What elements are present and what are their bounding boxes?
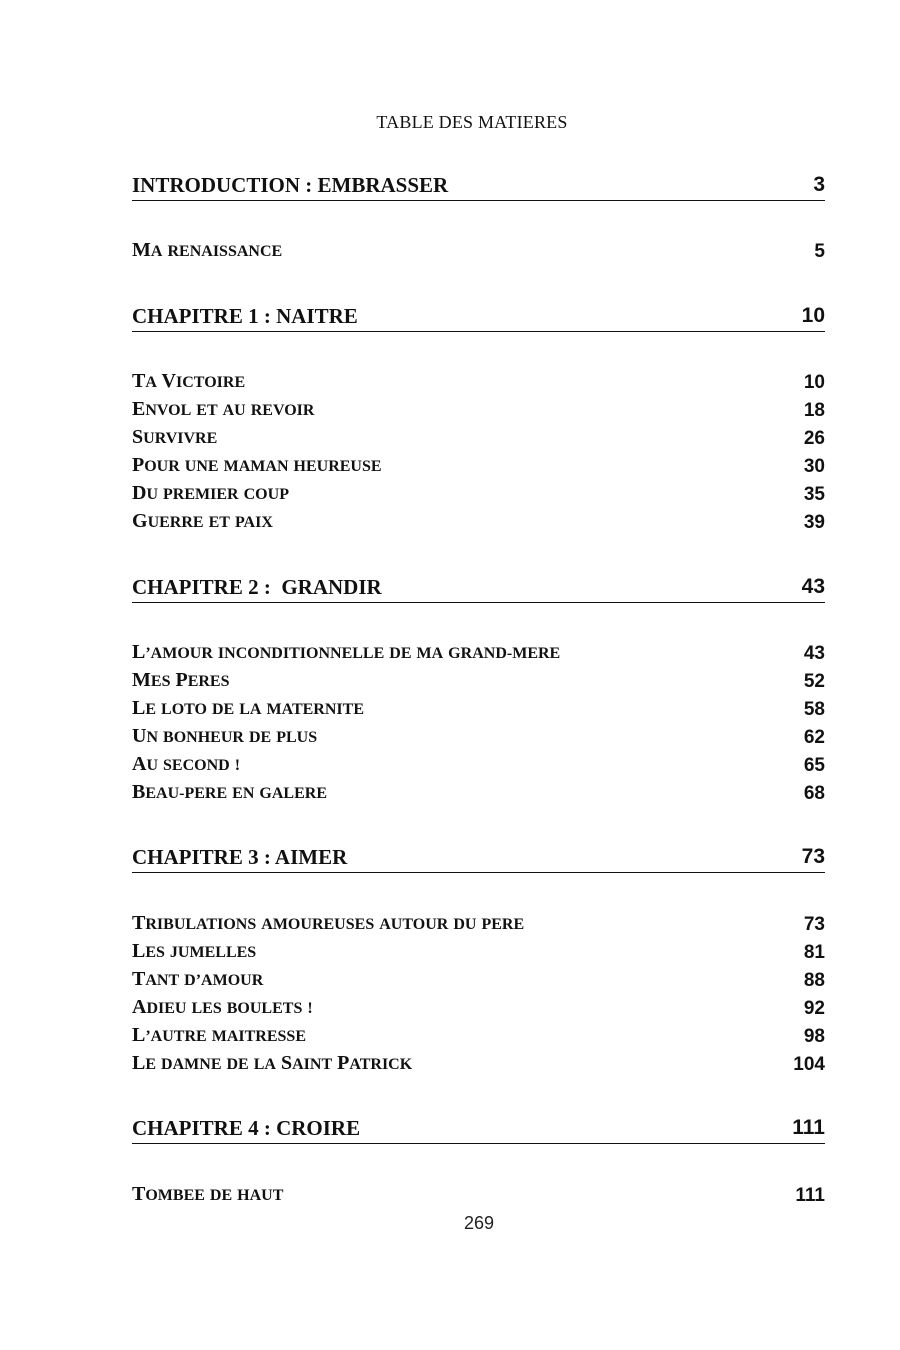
- toc-section[interactable]: [132, 453, 825, 481]
- toc-entry-page: 5: [814, 241, 825, 262]
- toc-entry-label: ENVOL ET AU REVOIR: [132, 398, 315, 420]
- toc-entry-page: 73: [801, 845, 825, 868]
- toc-section[interactable]: [132, 397, 825, 425]
- toc-entry-page: 98: [803, 1026, 825, 1047]
- toc-entry-page: 39: [803, 512, 825, 533]
- toc-entry-page: 73: [803, 914, 825, 935]
- toc-entry-page: 58: [803, 699, 825, 720]
- toc-entry-page: 88: [803, 970, 825, 991]
- toc-entry-page: 65: [803, 755, 825, 776]
- toc-entry-label: MES PERES: [132, 669, 230, 691]
- toc-entry-label: GUERRE ET PAIX: [132, 510, 273, 532]
- page-title: TABLE DES MATIERES: [376, 112, 568, 132]
- toc-entry-label: AU SECOND !: [132, 753, 241, 775]
- toc-entry-page: 52: [803, 671, 825, 692]
- toc-entry-page: 26: [803, 428, 825, 449]
- toc-entry-page: 111: [792, 1116, 825, 1139]
- toc-entry-label: CHAPITRE 3 : AIMER: [132, 845, 348, 869]
- toc-entry-label: L’AMOUR INCONDITIONNELLE DE MA GRAND-MERE: [132, 641, 561, 663]
- toc-entry-label: INTRODUCTION : EMBRASSER: [132, 173, 449, 197]
- toc-entry-page: 68: [803, 783, 825, 804]
- toc-section[interactable]: [132, 752, 825, 780]
- toc-section[interactable]: [132, 939, 825, 967]
- toc-entry-label: MA RENAISSANCE: [132, 239, 283, 261]
- toc-section[interactable]: [132, 995, 825, 1023]
- toc-entry-label: TA VICTOIRE: [132, 370, 246, 392]
- toc-section[interactable]: [132, 780, 825, 808]
- toc-section[interactable]: [132, 1051, 825, 1079]
- toc-section[interactable]: [132, 967, 825, 995]
- toc-entry-page: 43: [801, 575, 825, 598]
- page-number: 269: [463, 1213, 495, 1233]
- toc-entry-page: 10: [801, 304, 825, 327]
- toc-entry-label: L’AUTRE MAITRESSE: [132, 1024, 306, 1046]
- toc-section[interactable]: [132, 509, 825, 537]
- toc-entry-page: 35: [803, 484, 825, 505]
- toc-entry-page: 104: [793, 1054, 825, 1075]
- toc-entry-label: CHAPITRE 1 : NAITRE: [132, 304, 358, 328]
- toc-section[interactable]: [132, 640, 825, 668]
- toc-section[interactable]: [132, 1182, 825, 1210]
- toc-entry-label: CHAPITRE 2 : GRANDIR: [132, 575, 382, 599]
- toc-entry-label: LE DAMNE DE LA SAINT PATRICK: [132, 1052, 413, 1074]
- toc-entry-page: 18: [803, 400, 825, 421]
- toc-section[interactable]: [132, 696, 825, 724]
- toc-entry-label: UN BONHEUR DE PLUS: [132, 725, 318, 747]
- toc-chapter-2[interactable]: [132, 572, 825, 603]
- toc-entry-label: TOMBEE DE HAUT: [132, 1183, 284, 1205]
- toc-entry-label: TRIBULATIONS AMOUREUSES AUTOUR DU PERE: [132, 912, 525, 934]
- toc-section[interactable]: [132, 481, 825, 509]
- toc-entry-page: 92: [803, 998, 825, 1019]
- toc-chapter-1[interactable]: [132, 301, 825, 332]
- toc-entry-label: LES JUMELLES: [132, 940, 257, 962]
- toc-entry-label: DU PREMIER COUP: [132, 482, 289, 504]
- toc-section[interactable]: [132, 1023, 825, 1051]
- toc-entry-page: 43: [803, 643, 825, 664]
- toc-section[interactable]: [132, 425, 825, 453]
- toc-entry-label: SURVIVRE: [132, 426, 218, 448]
- toc-entry-page: 3: [813, 173, 825, 196]
- toc-entry-page: 62: [803, 727, 825, 748]
- toc-entry-label: CHAPITRE 4 : CROIRE: [132, 1116, 361, 1140]
- toc-section[interactable]: [132, 724, 825, 752]
- toc-entry-label: ADIEU LES BOULETS !: [132, 996, 313, 1018]
- toc-entry-page: 30: [803, 456, 825, 477]
- toc-chapter-introduction[interactable]: [132, 170, 825, 201]
- toc-section[interactable]: [132, 369, 825, 397]
- toc-entry-page: 10: [803, 372, 825, 393]
- toc-section[interactable]: [132, 911, 825, 939]
- toc-entry-label: POUR UNE MAMAN HEUREUSE: [132, 454, 382, 476]
- toc-entry-page: 81: [803, 942, 825, 963]
- toc-chapter-4[interactable]: [132, 1113, 825, 1144]
- toc-section[interactable]: [132, 668, 825, 696]
- toc-entry-label: TANT D’AMOUR: [132, 968, 264, 990]
- toc-entry-page: 111: [795, 1185, 825, 1206]
- toc-section[interactable]: [132, 238, 825, 266]
- toc-entry-label: LE LOTO DE LA MATERNITE: [132, 697, 364, 719]
- toc-chapter-3[interactable]: [132, 842, 825, 873]
- toc-entry-label: BEAU-PERE EN GALERE: [132, 781, 327, 803]
